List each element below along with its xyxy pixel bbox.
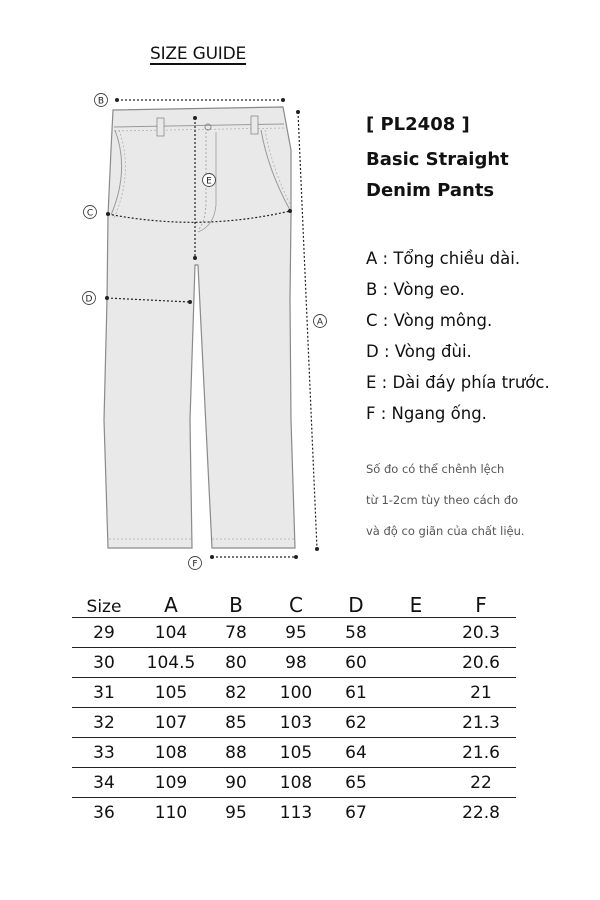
cell-size: 32 [93,712,115,733]
cell-c: 103 [279,712,313,733]
note-line: Số đo có thể chênh lệch [366,462,505,476]
cell-f: 21.3 [462,712,500,733]
table-header-row [72,585,516,618]
cell-d: 67 [345,802,367,823]
cell-b: 82 [225,682,247,703]
cell-c: 113 [279,802,313,823]
cell-f: 20.6 [462,652,500,673]
page-title: SIZE GUIDE [150,44,247,64]
cell-a: 105 [154,682,188,703]
table-row [72,678,516,708]
cell-f: 22 [470,772,492,793]
cell-size: 33 [93,742,115,763]
legend-item-b: B : Vòng eo. [366,280,465,299]
cell-size: 30 [93,652,115,673]
cell-a: 104 [154,622,188,643]
cell-b: 85 [225,712,247,733]
column-header-f: F [475,593,487,617]
label-b-badge [95,94,108,107]
cell-d: 64 [345,742,367,763]
cell-e [386,768,446,798]
cell-c: 98 [285,652,307,673]
cell-f: 22.8 [462,802,500,823]
cell-d: 61 [345,682,367,703]
cell-e [386,618,446,648]
product-code: [ PL2408 ] [366,114,470,135]
note-line: và độ co giãn của chất liệu. [366,524,525,538]
cell-e [386,648,446,678]
label-b: B [97,96,105,107]
cell-b: 78 [225,622,247,643]
label-f-badge [189,557,202,570]
cell-size: 34 [93,772,115,793]
measure-a-line [298,112,317,549]
table-row [72,738,516,768]
column-header-c: C [289,593,303,617]
pants-measurement-diagram [0,80,345,580]
cell-b: 90 [225,772,247,793]
column-header-e: E [409,593,423,617]
label-d: D [85,294,93,305]
legend-item-c: C : Vòng mông. [366,311,493,330]
cell-b: 95 [225,802,247,823]
label-a-badge [314,315,327,328]
legend-item-e: E : Dài đáy phía trước. [366,373,550,392]
cell-size: 31 [93,682,115,703]
label-c: C [86,208,94,219]
product-name-line1: Basic Straight [366,149,509,170]
column-header-d: D [348,593,364,617]
cell-size: 36 [93,802,115,823]
cell-d: 58 [345,622,367,643]
cell-c: 95 [285,622,307,643]
table-row [72,708,516,738]
label-a: A [316,317,324,328]
cell-f: 20.3 [462,622,500,643]
cell-b: 80 [225,652,247,673]
cell-size: 29 [93,622,115,643]
cell-e [386,708,446,738]
measurement-note [366,459,525,552]
cell-f: 21 [470,682,492,703]
cell-e [386,678,446,708]
legend-item-f: F : Ngang ống. [366,404,487,423]
label-e: E [206,176,212,187]
cell-e [386,798,446,828]
belt-loop-left [157,118,164,136]
cell-c: 108 [279,772,313,793]
cell-c: 100 [279,682,313,703]
table-row [72,648,516,678]
cell-a: 108 [154,742,188,763]
cell-e [386,738,446,768]
column-header-a: A [164,593,178,617]
label-f: F [192,559,198,570]
label-c-badge [84,206,97,219]
label-e-badge [203,174,216,187]
cell-a: 109 [154,772,188,793]
cell-a: 110 [154,802,188,823]
cell-c: 105 [279,742,313,763]
cell-f: 21.6 [462,742,500,763]
cell-d: 62 [345,712,367,733]
legend-item-d: D : Vòng đùi. [366,342,472,361]
table-row [72,798,516,828]
label-d-badge [83,292,96,305]
cell-d: 60 [345,652,367,673]
belt-loop-right [251,116,258,134]
cell-d: 65 [345,772,367,793]
column-header-b: B [229,593,243,617]
measurement-legend [366,243,550,429]
product-name [366,144,586,206]
table-row [72,618,516,648]
cell-a: 104.5 [146,652,196,673]
cell-a: 107 [154,712,188,733]
column-header-size: Size [86,597,122,617]
size-table [72,585,516,828]
pants-silhouette [104,107,295,548]
table-row [72,768,516,798]
cell-b: 88 [225,742,247,763]
note-line: từ 1-2cm tùy theo cách đo [366,493,519,507]
legend-item-a: A : Tổng chiều dài. [366,249,521,268]
product-name-line2: Denim Pants [366,180,495,201]
